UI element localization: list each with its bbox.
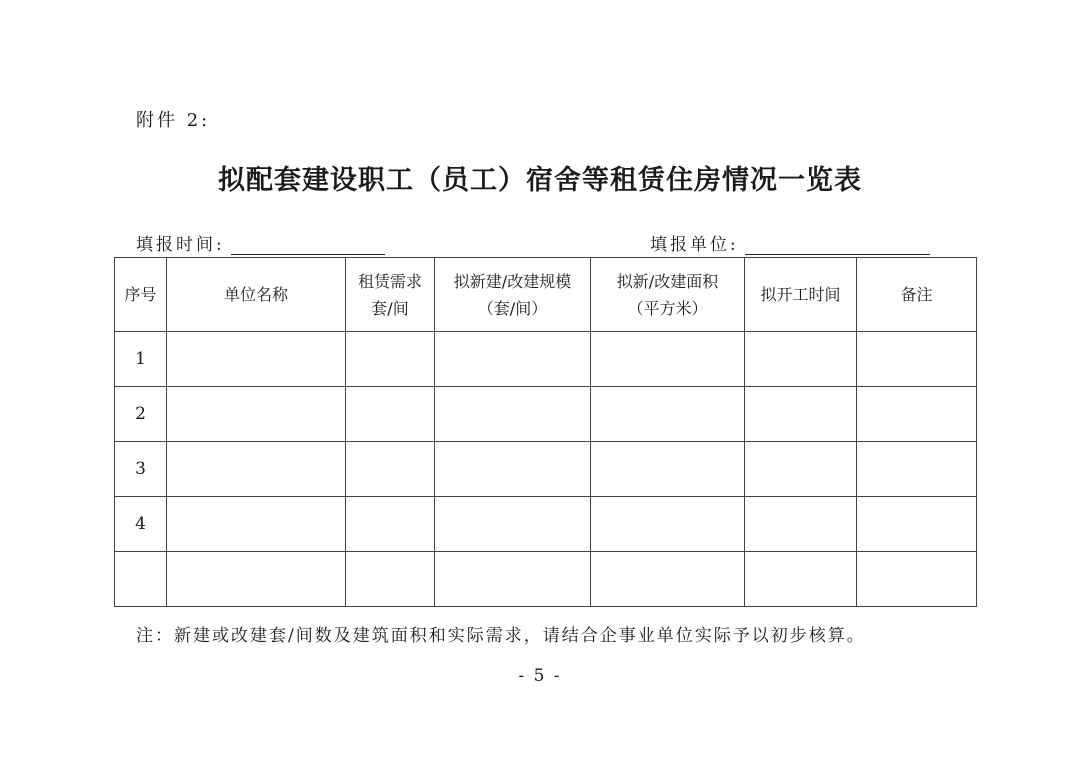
table-row	[115, 332, 977, 387]
table-cell[interactable]	[435, 442, 591, 497]
table-cell[interactable]	[745, 442, 857, 497]
table-cell[interactable]	[591, 332, 745, 387]
table-row	[115, 387, 977, 442]
table-cell[interactable]	[857, 552, 977, 607]
table-cell[interactable]	[591, 387, 745, 442]
table-cell[interactable]	[857, 497, 977, 552]
fill-unit-label: 填报单位:	[650, 235, 739, 255]
table-cell[interactable]	[435, 497, 591, 552]
table-cell[interactable]	[435, 387, 591, 442]
footnote: 注：新建或改建套/间数及建筑面积和实际需求，请结合企事业单位实际予以初步核算。	[136, 626, 866, 646]
table-cell[interactable]	[346, 332, 435, 387]
row-index-cell: 4	[115, 497, 167, 552]
table-cell[interactable]	[857, 332, 977, 387]
fill-time-label: 填报时间:	[136, 235, 225, 255]
page-number: - 5 -	[518, 666, 562, 686]
row-index-cell: 2	[115, 387, 167, 442]
document-title: 拟配套建设职工（员工）宿舍等租赁住房情况一览表	[218, 165, 862, 196]
row-index-cell: 3	[115, 442, 167, 497]
fill-time-blank	[231, 236, 385, 255]
table-cell[interactable]	[745, 552, 857, 607]
table-cell[interactable]	[857, 387, 977, 442]
row-index-cell: 1	[115, 332, 167, 387]
table-cell[interactable]	[591, 442, 745, 497]
header-remarks: 备注	[857, 258, 977, 332]
table-cell[interactable]	[167, 552, 346, 607]
fill-unit-blank	[745, 236, 930, 255]
table-cell[interactable]	[591, 552, 745, 607]
table-row	[115, 442, 977, 497]
row-index-cell	[115, 552, 167, 607]
attachment-label: 附件 2:	[136, 110, 211, 131]
table-cell[interactable]	[435, 332, 591, 387]
table-cell[interactable]	[745, 332, 857, 387]
table-cell[interactable]	[857, 442, 977, 497]
table-cell[interactable]	[346, 552, 435, 607]
table-cell[interactable]	[745, 497, 857, 552]
header-index: 序号	[115, 258, 167, 332]
header-start-time: 拟开工时间	[745, 258, 857, 332]
header-build-area: 拟新/改建面积 （平方米）	[591, 258, 745, 332]
table-cell[interactable]	[346, 442, 435, 497]
table-cell[interactable]	[167, 332, 346, 387]
table-cell[interactable]	[167, 497, 346, 552]
header-build-scale: 拟新建/改建规模 （套/间）	[435, 258, 591, 332]
fill-unit-row	[650, 230, 930, 255]
header-unit-name: 单位名称	[167, 258, 346, 332]
fill-time-row	[136, 230, 385, 255]
table-cell[interactable]	[591, 497, 745, 552]
table-row	[115, 497, 977, 552]
table-cell[interactable]	[167, 387, 346, 442]
table-cell[interactable]	[435, 552, 591, 607]
header-rental-demand: 租赁需求 套/间	[346, 258, 435, 332]
table-header-row	[115, 258, 977, 332]
table-cell[interactable]	[745, 387, 857, 442]
table-cell[interactable]	[346, 497, 435, 552]
table-cell[interactable]	[346, 387, 435, 442]
table-row	[115, 552, 977, 607]
housing-table	[114, 257, 977, 607]
table-cell[interactable]	[167, 442, 346, 497]
